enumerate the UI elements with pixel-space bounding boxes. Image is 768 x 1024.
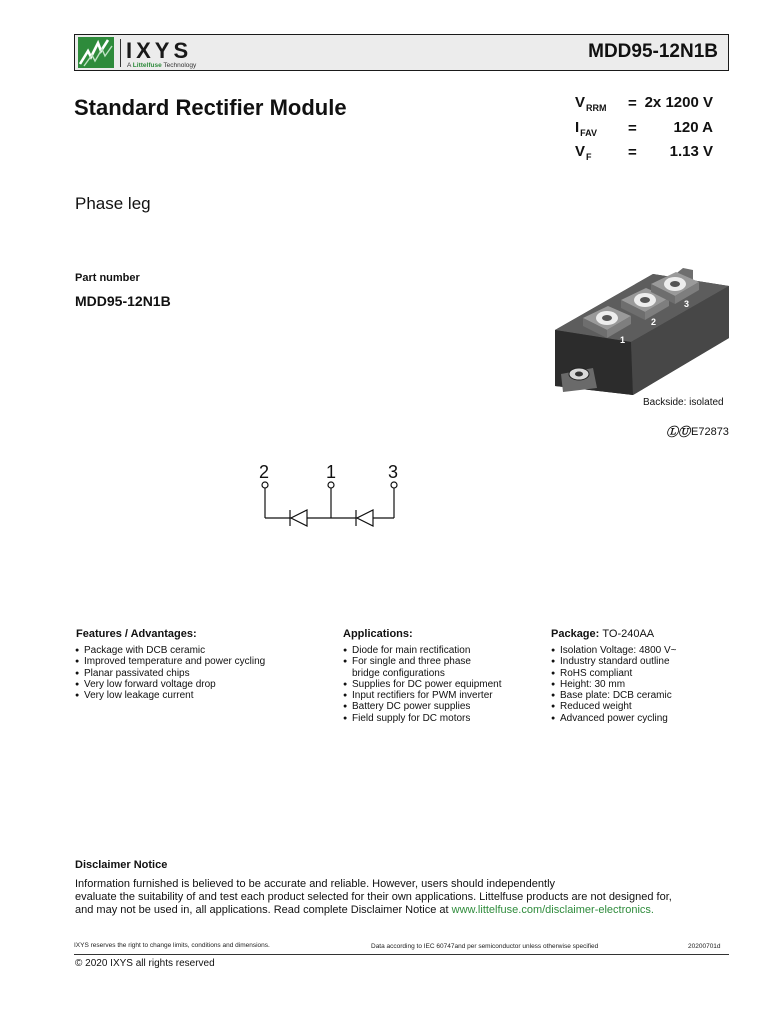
disclaimer-line: evaluate the suitability of and test each product selected for their own applications. Littelfuse products are not designed for, (75, 891, 672, 903)
ul-mark-icon: ⓁⓊ (666, 425, 691, 439)
brand-name: IXYS (126, 38, 193, 63)
diode-2-icon (356, 510, 373, 526)
page-title: Standard Rectifier Module (74, 95, 347, 120)
list-item: ● For single and three phase (343, 656, 502, 667)
package-title: Package: TO-240AA (551, 628, 655, 640)
package-name: TO-240AA (602, 628, 655, 640)
header-part-number: MDD95-12N1B (588, 41, 718, 62)
list-item: ● Supplies for DC power equipment (343, 679, 502, 690)
footer-left: IXYS reserves the right to change limits, conditions and dimensions. (74, 942, 270, 949)
list-item: ● Isolation Voltage: 4800 V~ (551, 645, 676, 656)
applications-title: Applications: (343, 628, 413, 640)
header-bar (74, 34, 729, 71)
rating-eq-vf: = (628, 144, 637, 161)
rating-eq-ifav: = (628, 120, 637, 137)
copyright: © 2020 IXYS all rights reserved (75, 958, 215, 969)
brand-tagline: A Littelfuse Technology (127, 62, 197, 69)
list-item: ● Planar passivated chips (75, 668, 265, 679)
rating-value-vrrm: 2x 1200 V (644, 94, 713, 111)
list-item: ● Advanced power cycling (551, 713, 676, 724)
schematic-diagram (255, 480, 405, 530)
list-item: ● Diode for main rectification (343, 645, 502, 656)
schematic-pin-1: 1 (326, 462, 337, 482)
module-image (553, 268, 731, 396)
ixys-logo-icon (78, 37, 114, 68)
rating-eq-vrrm: = (628, 95, 637, 112)
schematic-pin-2: 2 (259, 462, 270, 482)
logo-divider (120, 39, 121, 67)
schematic-pin-3: 3 (388, 462, 399, 482)
rating-value-ifav: 120 A (673, 119, 713, 136)
list-item: ● Field supply for DC motors (343, 713, 502, 724)
list-item: ● RoHS compliant (551, 668, 676, 679)
configuration-label: Phase leg (75, 194, 151, 213)
footer-middle: Data according to IEC 60747and per semiconductor unless otherwise specified (371, 943, 599, 950)
disclaimer-line: and may not be used in, all applications. Read complete Disclaimer Notice at www.littelfuse.com/disclaimer-electronics. (75, 904, 654, 916)
part-number-label: Part number (75, 272, 140, 284)
backside-note: Backside: isolated (643, 397, 724, 408)
disclaimer-line: Information furnished is believed to be accurate and reliable. However, users should independently (75, 878, 556, 890)
features-list (75, 645, 265, 701)
list-item: ● Base plate: DCB ceramic (551, 690, 676, 701)
module-terminal-label-1: 1 (620, 335, 626, 345)
ul-file-number: E72873 (691, 426, 729, 438)
list-item: ● Battery DC power supplies (343, 701, 502, 712)
list-item: ● Industry standard outline (551, 656, 676, 667)
list-item: ● Very low leakage current (75, 690, 265, 701)
footer-divider (74, 954, 729, 955)
applications-list (343, 645, 502, 724)
footer-date-code: 20200701d (688, 943, 721, 950)
rating-symbol-vrrm: $V_{RRM}$ (575, 94, 607, 113)
list-item: ● Height: 30 mm (551, 679, 676, 690)
features-title: Features / Advantages: (76, 628, 197, 640)
rating-symbol-ifav: $I_{FAV}$ (575, 119, 598, 138)
list-item: bridge configurations (352, 667, 445, 679)
list-item: ● Improved temperature and power cycling (75, 656, 265, 667)
package-list (551, 645, 676, 724)
module-terminal-label-2: 2 (651, 317, 657, 327)
part-number-value: MDD95-12N1B (75, 293, 171, 309)
disclaimer-link[interactable]: www.littelfuse.com/disclaimer-electronics. (451, 904, 654, 916)
list-item: ● Input rectifiers for PWM inverter (343, 690, 502, 701)
rating-symbol-vf: $V_F$ (575, 143, 592, 162)
disclaimer-body (75, 878, 735, 917)
list-item: ● Package with DCB ceramic (75, 645, 265, 656)
disclaimer-title: Disclaimer Notice (75, 859, 168, 871)
diode-1-icon (290, 510, 307, 526)
module-terminal-label-3: 3 (684, 299, 690, 309)
list-item: ● Very low forward voltage drop (75, 679, 265, 690)
list-item: ● Reduced weight (551, 701, 676, 712)
rating-value-vf: 1.13 V (669, 143, 713, 160)
